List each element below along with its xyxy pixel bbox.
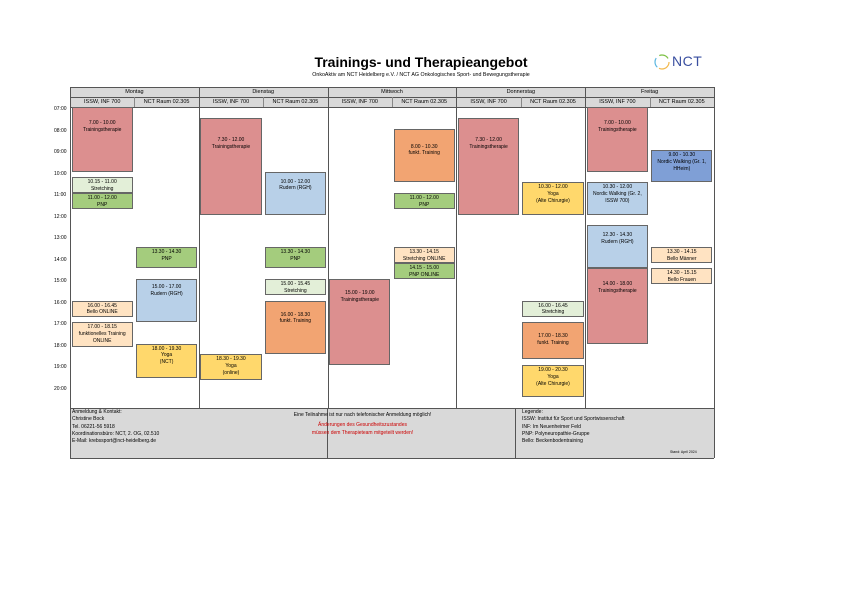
schedule-block bbox=[522, 322, 583, 359]
block-time: 7.00 - 10.00 bbox=[88, 120, 116, 126]
logo-text: NCT bbox=[672, 53, 703, 69]
block-label: Rudern (RGH) bbox=[150, 290, 183, 297]
day-header: Freitag bbox=[641, 89, 659, 95]
legend-item: Bello: Beckenbodentraining bbox=[522, 438, 583, 444]
room-header: NCT Raum 02.305 bbox=[658, 99, 705, 105]
schedule-block bbox=[329, 279, 390, 365]
block-time: 13.30 - 14.15 bbox=[667, 248, 697, 255]
block-label: Stretching bbox=[284, 287, 307, 294]
block-time: 18.30 - 19.30 bbox=[216, 356, 246, 363]
block-label: (NCT) bbox=[159, 359, 174, 365]
block-label: (online) bbox=[222, 369, 240, 376]
schedule-block bbox=[265, 247, 326, 269]
day-header: Montag bbox=[125, 89, 144, 95]
schedule-block bbox=[265, 172, 326, 215]
block-time: 13.30 - 14.30 bbox=[280, 248, 311, 255]
block-label: PNP bbox=[97, 201, 108, 208]
time-label: 17:00 bbox=[54, 321, 67, 327]
block-label: Bello Männer bbox=[667, 255, 697, 262]
contact-line: Tel. 06221-56 5918 bbox=[72, 423, 115, 430]
block-label: Trainingstherapie bbox=[211, 143, 251, 150]
block-time: 16.00 - 16.45 bbox=[538, 302, 568, 309]
block-time: 15.00 - 15.45 bbox=[280, 281, 311, 287]
legend-title: Legende: bbox=[522, 409, 543, 415]
schedule-block bbox=[72, 301, 133, 317]
block-label: (Alte Chirurgie) bbox=[536, 197, 570, 204]
schedule-block bbox=[522, 301, 583, 317]
block-time: 10.15 - 11.00 bbox=[87, 178, 117, 185]
time-label: 08:00 bbox=[54, 127, 67, 134]
block-time: 19.00 - 20.30 bbox=[538, 367, 568, 373]
block-label: Bello ONLINE bbox=[86, 309, 118, 316]
time-label: 11:00 bbox=[54, 192, 67, 198]
block-label: Yoga bbox=[547, 191, 559, 197]
block-label: Nordic Walking (Gr. 2, bbox=[593, 191, 642, 197]
schedule-block bbox=[394, 247, 455, 263]
day-header: Dienstag bbox=[252, 89, 275, 95]
schedule-block bbox=[136, 247, 197, 269]
contact-info bbox=[72, 409, 159, 445]
schedule-block bbox=[587, 268, 648, 343]
block-label: Yoga bbox=[225, 363, 237, 369]
block-label: Bello Frauen bbox=[667, 277, 696, 283]
block-label: Rudern (RGH) bbox=[601, 239, 634, 245]
room-header: ISSW, INF 700 bbox=[599, 99, 636, 105]
room-header: ISSW, INF 700 bbox=[341, 99, 378, 105]
room-header: ISSW, INF 700 bbox=[84, 99, 121, 105]
block-time: 15.00 - 17.00 bbox=[151, 284, 182, 290]
block-label: PNP bbox=[419, 201, 430, 208]
grid-border bbox=[70, 87, 714, 88]
schedule-block bbox=[522, 182, 583, 214]
schedule-block bbox=[651, 247, 712, 263]
block-label: funkt. Training bbox=[408, 150, 440, 157]
block-label: funkt. Training bbox=[279, 318, 312, 325]
schedule-block bbox=[72, 193, 133, 209]
block-time: 16.00 - 18.30 bbox=[280, 311, 311, 318]
page-title: Trainings- und Therapieangebot bbox=[314, 54, 528, 70]
health-notice-line1: Änderungen des Gesundheitszustandes bbox=[318, 422, 407, 429]
block-label: Yoga bbox=[160, 352, 173, 359]
block-time: 17.00 - 18.30 bbox=[538, 333, 568, 339]
block-time: 14.15 - 15.00 bbox=[409, 264, 439, 271]
time-label: 16:00 bbox=[54, 299, 67, 306]
block-label: HHeim) bbox=[673, 165, 691, 172]
time-label: 18:00 bbox=[54, 342, 67, 349]
time-label: 14:00 bbox=[54, 256, 67, 263]
block-label: Trainingstherapie bbox=[82, 126, 122, 133]
day-header: Donnerstag bbox=[506, 89, 535, 95]
block-label: PNP bbox=[290, 255, 301, 262]
block-label: Rudern (RGH) bbox=[279, 185, 312, 192]
schedule-block bbox=[72, 177, 133, 193]
notice bbox=[205, 412, 520, 437]
page-subtitle: OnkoAktiv am NCT Heidelberg e.V. / NCT AG Onkologisches Sport- und Bewegungstherapie bbox=[312, 72, 530, 78]
block-label: Trainingstherapie bbox=[598, 288, 637, 294]
block-label: Trainingstherapie bbox=[598, 126, 637, 133]
block-label: (Alte Chirurgie) bbox=[536, 380, 570, 387]
block-time: 13.30 - 14.30 bbox=[151, 248, 182, 255]
schedule-block bbox=[587, 182, 648, 214]
block-time: 14.00 - 18.00 bbox=[602, 281, 633, 288]
schedule-block bbox=[394, 263, 455, 279]
grid-border bbox=[70, 458, 714, 459]
grid-border bbox=[714, 87, 715, 458]
schedule-block bbox=[651, 150, 712, 182]
block-label: ISSW 700) bbox=[605, 197, 630, 204]
contact-line: Christine Bock bbox=[72, 416, 105, 423]
schedule-block bbox=[200, 118, 261, 215]
legend bbox=[522, 409, 624, 445]
block-label: PNP ONLINE bbox=[409, 271, 440, 278]
schedule-block bbox=[651, 268, 712, 284]
block-time: 17.00 - 18.15 bbox=[87, 324, 117, 330]
schedule-block bbox=[265, 279, 326, 295]
block-time: 11.00 - 12.00 bbox=[409, 195, 439, 201]
schedule-block bbox=[587, 225, 648, 268]
block-time: 7.30 - 12.00 bbox=[475, 136, 502, 143]
block-time: 9.00 - 10.30 bbox=[668, 152, 696, 158]
block-time: 10.30 - 12.00 bbox=[602, 184, 633, 191]
time-label: 15:00 bbox=[54, 278, 67, 284]
block-label: Stretching ONLINE bbox=[402, 255, 446, 262]
nct-logo bbox=[652, 52, 712, 72]
block-time: 11.00 - 12.00 bbox=[87, 195, 117, 201]
version-stamp: Stand: April 2024 bbox=[670, 450, 697, 454]
health-notice-line2: müssen dem Therapieteam mitgeteilt werden! bbox=[311, 429, 414, 436]
block-time: 7.30 - 12.00 bbox=[217, 136, 245, 143]
contact-line: Anmeldung & Kontakt: bbox=[72, 409, 122, 415]
block-time: 8.00 - 10.30 bbox=[410, 143, 438, 150]
block-label: ONLINE bbox=[92, 337, 112, 344]
time-label: 09:00 bbox=[54, 149, 67, 155]
room-header: NCT Raum 02.305 bbox=[530, 99, 576, 105]
block-time: 10.30 - 12.00 bbox=[538, 184, 568, 191]
time-label: 19:00 bbox=[54, 364, 67, 370]
block-time: 18.00 - 19.30 bbox=[151, 345, 182, 352]
schedule-block bbox=[522, 365, 583, 397]
block-time: 12.30 - 14.30 bbox=[602, 232, 633, 239]
block-time: 10.00 - 12.00 bbox=[280, 178, 311, 185]
room-header: NCT Raum 02.305 bbox=[143, 99, 190, 105]
block-label: PNP bbox=[161, 255, 172, 262]
schedule-block bbox=[394, 193, 455, 209]
time-label: 20:00 bbox=[54, 385, 67, 392]
schedule-block bbox=[136, 344, 197, 378]
time-label: 07:00 bbox=[54, 106, 67, 112]
block-time: 16.00 - 16.45 bbox=[87, 302, 117, 309]
nct-logo-icon bbox=[652, 52, 672, 72]
legend-item: PNP: Polyneuropathie-Gruppe bbox=[522, 430, 590, 437]
time-label: 13:00 bbox=[54, 235, 67, 241]
room-header: NCT Raum 02.305 bbox=[272, 99, 319, 105]
schedule-block bbox=[458, 118, 519, 215]
block-label: Yoga bbox=[547, 373, 559, 380]
block-time: 13.30 - 14.15 bbox=[409, 248, 439, 255]
registration-notice: Eine Teilnahme ist nur nach telefonischer Anmeldung möglich! bbox=[293, 412, 432, 418]
day-header: Mittwoch bbox=[381, 89, 403, 95]
block-label: funktionelles Training bbox=[78, 330, 126, 337]
block-label: Trainingstherapie bbox=[469, 143, 508, 150]
block-label: Stretching bbox=[90, 185, 114, 192]
room-header: ISSW, INF 700 bbox=[470, 99, 507, 105]
schedule-block bbox=[72, 322, 133, 347]
legend-item: INF: Im Neuenheimer Feld bbox=[522, 423, 581, 430]
time-label: 10:00 bbox=[54, 170, 67, 177]
schedule-block bbox=[394, 129, 455, 183]
contact-line: Koordinationsbüro: NCT, 2. OG, 02.510 bbox=[72, 430, 160, 437]
schedule-block bbox=[265, 301, 326, 355]
schedule-block bbox=[200, 354, 261, 380]
room-header: NCT Raum 02.305 bbox=[401, 99, 448, 105]
block-label: funkt. Training bbox=[537, 339, 569, 346]
block-time: 15.00 - 19.00 bbox=[345, 290, 375, 296]
legend-item: ISSW: Institut für Sport und Sportwissenschaft bbox=[522, 416, 625, 423]
room-header: ISSW, INF 700 bbox=[212, 99, 250, 105]
block-time: 14.30 - 15.15 bbox=[667, 270, 697, 277]
schedule-block bbox=[72, 107, 133, 172]
contact-email[interactable]: E-Mail: krebssport@nct-heidelberg.de bbox=[72, 438, 157, 444]
block-label: Trainingstherapie bbox=[340, 296, 380, 303]
block-label: Nordic Walking (Gr. 1, bbox=[657, 158, 707, 165]
schedule-block bbox=[587, 107, 648, 172]
time-label: 12:00 bbox=[54, 213, 67, 220]
block-time: 7.00 - 10.00 bbox=[604, 120, 631, 126]
block-label: Stretching bbox=[541, 309, 565, 316]
schedule-block bbox=[136, 279, 197, 322]
